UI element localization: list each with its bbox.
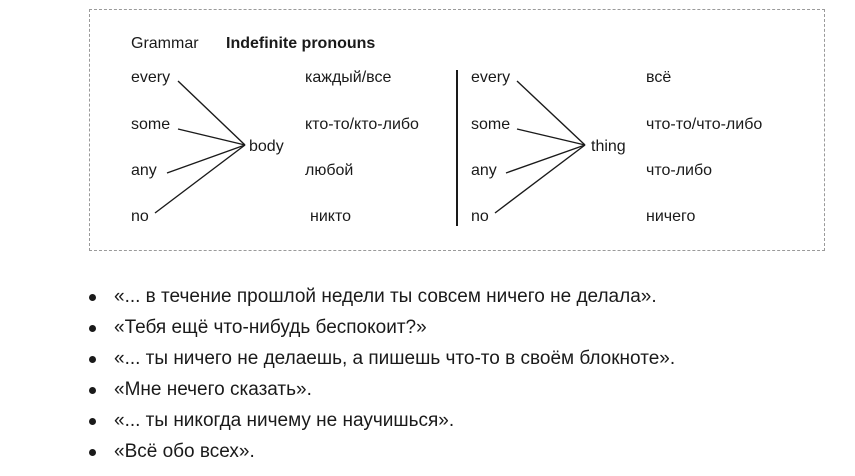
connector-line [155, 145, 245, 213]
example-sentence-list [86, 281, 675, 467]
bullet-icon [89, 449, 96, 456]
connector-line [178, 129, 245, 145]
list-item [86, 343, 675, 374]
right-translation-any: что-либо [646, 162, 713, 179]
connector-line [517, 81, 585, 145]
list-item-text: «... ты ничего не делаешь, а пишешь что-то в своём блокноте». [114, 348, 676, 369]
bullet-icon [89, 294, 96, 301]
left-root-body: body [249, 138, 284, 155]
right-prefix-every: every [471, 69, 511, 86]
left-translation-every: каждый/все [305, 69, 392, 86]
connector-line [495, 145, 585, 213]
list-item [86, 436, 675, 467]
bullet-icon [89, 325, 96, 332]
list-item [86, 405, 675, 436]
left-prefix-any: any [131, 162, 157, 179]
connector-line [517, 129, 585, 145]
right-translation-no: ничего [646, 208, 696, 225]
bullet-icon [89, 356, 96, 363]
list-item-text: «Тебя ещё что-нибудь беспокоит?» [114, 317, 427, 338]
bullet-icon [89, 418, 96, 425]
right-translation-some: что-то/что-либо [646, 116, 763, 133]
connector-line [506, 145, 585, 173]
connector-line [167, 145, 245, 173]
left-prefix-some: some [131, 116, 171, 133]
list-item-text: «Мне нечего сказать». [114, 379, 312, 400]
list-item [86, 374, 675, 405]
list-item [86, 312, 675, 343]
list-item [86, 281, 675, 312]
right-translation-every: всё [646, 69, 672, 86]
left-translation-some: кто-то/кто-либо [305, 116, 419, 133]
left-translation-no: никто [310, 208, 351, 225]
bullet-icon [89, 387, 96, 394]
right-prefix-some: some [471, 116, 511, 133]
right-prefix-no: no [471, 208, 489, 225]
column-divider [456, 70, 458, 226]
left-translation-any: любой [305, 162, 354, 179]
grammar-title: Indefinite pronouns [226, 35, 376, 52]
grammar-label: Grammar [131, 35, 199, 52]
list-item-text: «Всё обо всех». [114, 441, 255, 462]
left-prefix-every: every [131, 69, 171, 86]
list-item-text: «... ты никогда ничему не научишься». [114, 410, 455, 431]
right-root-thing: thing [591, 138, 626, 155]
list-item-text: «... в течение прошлой недели ты совсем ничего не делала». [114, 286, 657, 307]
connector-line [178, 81, 245, 145]
left-prefix-no: no [131, 208, 149, 225]
right-prefix-any: any [471, 162, 497, 179]
